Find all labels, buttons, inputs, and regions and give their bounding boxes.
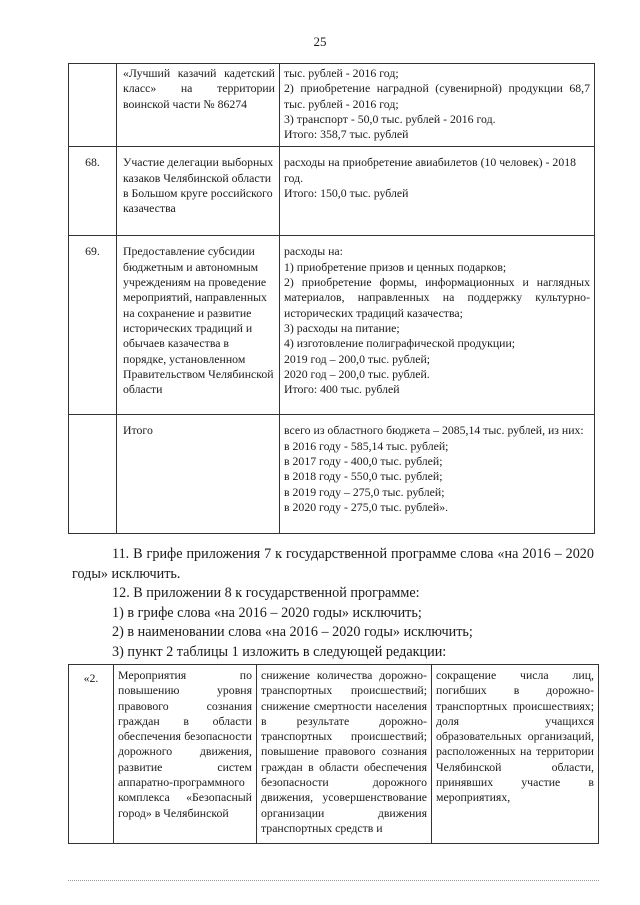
bottom-rule — [68, 880, 599, 881]
paragraph-11: 11. В грифе приложения 7 к государственной программе слова «на 2016 – 2020 годы» исключить. — [72, 546, 594, 582]
amendments-text — [72, 545, 594, 662]
paragraph-12: 12. В приложении 8 к государственной программе: — [112, 585, 420, 601]
description-line: в 2016 году - 585,14 тыс. рублей; — [284, 438, 449, 453]
table-row — [69, 64, 595, 147]
description-line: расходы на: — [284, 244, 343, 259]
expected-results: снижение количества дорожно-транспортных происшествий; снижение смертности населения в результате дорожно-транспортных происшествий; повышение правового сознания граждан в области обеспечения безопасности дорожного движения, усовершенствование организации движения транспортных средств и — [257, 665, 432, 844]
description-line: 3) расходы на питание; — [284, 320, 400, 335]
description-line: Итого: 150,0 тыс. рублей — [284, 186, 409, 201]
description-line: 2) приобретение наградной (сувенирной) продукции 68,7 тыс. рублей - 2016 год; — [284, 81, 590, 111]
target-indicators: сокращение числа лиц, погибших в дорожно-транспортных происшествиях; доля учащихся образовательных организаций, расположенных на территории Челябинской области, принявших участие в мероприятиях, — [432, 665, 599, 844]
event-name: Участие делегации выборных казаков Челябинской области в Большом круге российского казачества — [117, 147, 280, 236]
table-row — [69, 665, 599, 844]
description-line: 2019 год – 200,0 тыс. рублей; — [284, 351, 431, 366]
description-line: 1) приобретение призов и ценных подарков; — [284, 259, 507, 274]
activity-name: Мероприятия по повышению уровня правового сознания граждан в области обеспечения безопасности дорожного движения, развитие систем аппаратно-программного комплекса «Безопасный город» в Челябинской — [114, 665, 257, 844]
table-row — [69, 236, 595, 415]
activities-table — [68, 664, 599, 844]
table-row — [69, 147, 595, 236]
description-line: 3) транспорт - 50,0 тыс. рублей - 2016 год. — [284, 111, 496, 126]
event-name: Предоставление субсидии бюджетным и автономным учреждениям на проведение мероприятий, направленных на сохранение и развитие исторических традиций и обычаев казачества в порядке, установленном Правительством Челябинской области — [117, 236, 280, 415]
description-line: в 2018 году - 550,0 тыс. рублей; — [284, 469, 443, 484]
row-number: «2. — [69, 665, 114, 844]
row-number — [69, 415, 117, 534]
description-line: 4) изготовление полиграфической продукции; — [284, 336, 516, 351]
description-line: 2) приобретение формы, информационных и наглядных материалов, направленных на поддержку культурно-исторических традиций казачества; — [284, 275, 590, 320]
expense-description — [280, 147, 595, 236]
description-line: в 2020 году - 275,0 тыс. рублей». — [284, 499, 449, 514]
total-label: Итого — [117, 415, 280, 534]
description-line: в 2017 году - 400,0 тыс. рублей; — [284, 454, 443, 469]
row-number: 69. — [69, 236, 117, 415]
paragraph-12-item-3: 3) пункт 2 таблицы 1 изложить в следующей редакции: — [112, 643, 447, 660]
expense-description — [280, 236, 595, 415]
description-line: 2020 год – 200,0 тыс. рублей. — [284, 366, 430, 381]
table-row — [69, 415, 595, 534]
expenses-table — [68, 63, 595, 534]
description-line: Итого: 358,7 тыс. рублей — [284, 127, 409, 142]
row-number — [69, 64, 117, 147]
description-line: Итого: 400 тыс. рублей — [284, 382, 400, 397]
paragraph-12-item-1: 1) в грифе слова «на 2016 – 2020 годы» исключить; — [112, 604, 422, 621]
description-line: тыс. рублей - 2016 год; — [284, 66, 399, 80]
event-name: «Лучший казачий кадетский класс» на территории воинской части № 86274 — [117, 64, 280, 147]
page-number: 25 — [313, 34, 327, 49]
row-number: 68. — [69, 147, 117, 236]
description-line: всего из областного бюджета – 2085,14 тыс. рублей, из них: — [284, 423, 584, 438]
description-line: расходы на приобретение авиабилетов (10 человек) - 2018 год. — [284, 155, 577, 185]
expense-description — [280, 64, 595, 147]
paragraph-12-item-2: 2) в наименовании слова «на 2016 – 2020 годы» исключить; — [112, 624, 473, 640]
expense-description — [280, 415, 595, 534]
description-line: в 2019 году – 275,0 тыс. рублей; — [284, 484, 445, 499]
